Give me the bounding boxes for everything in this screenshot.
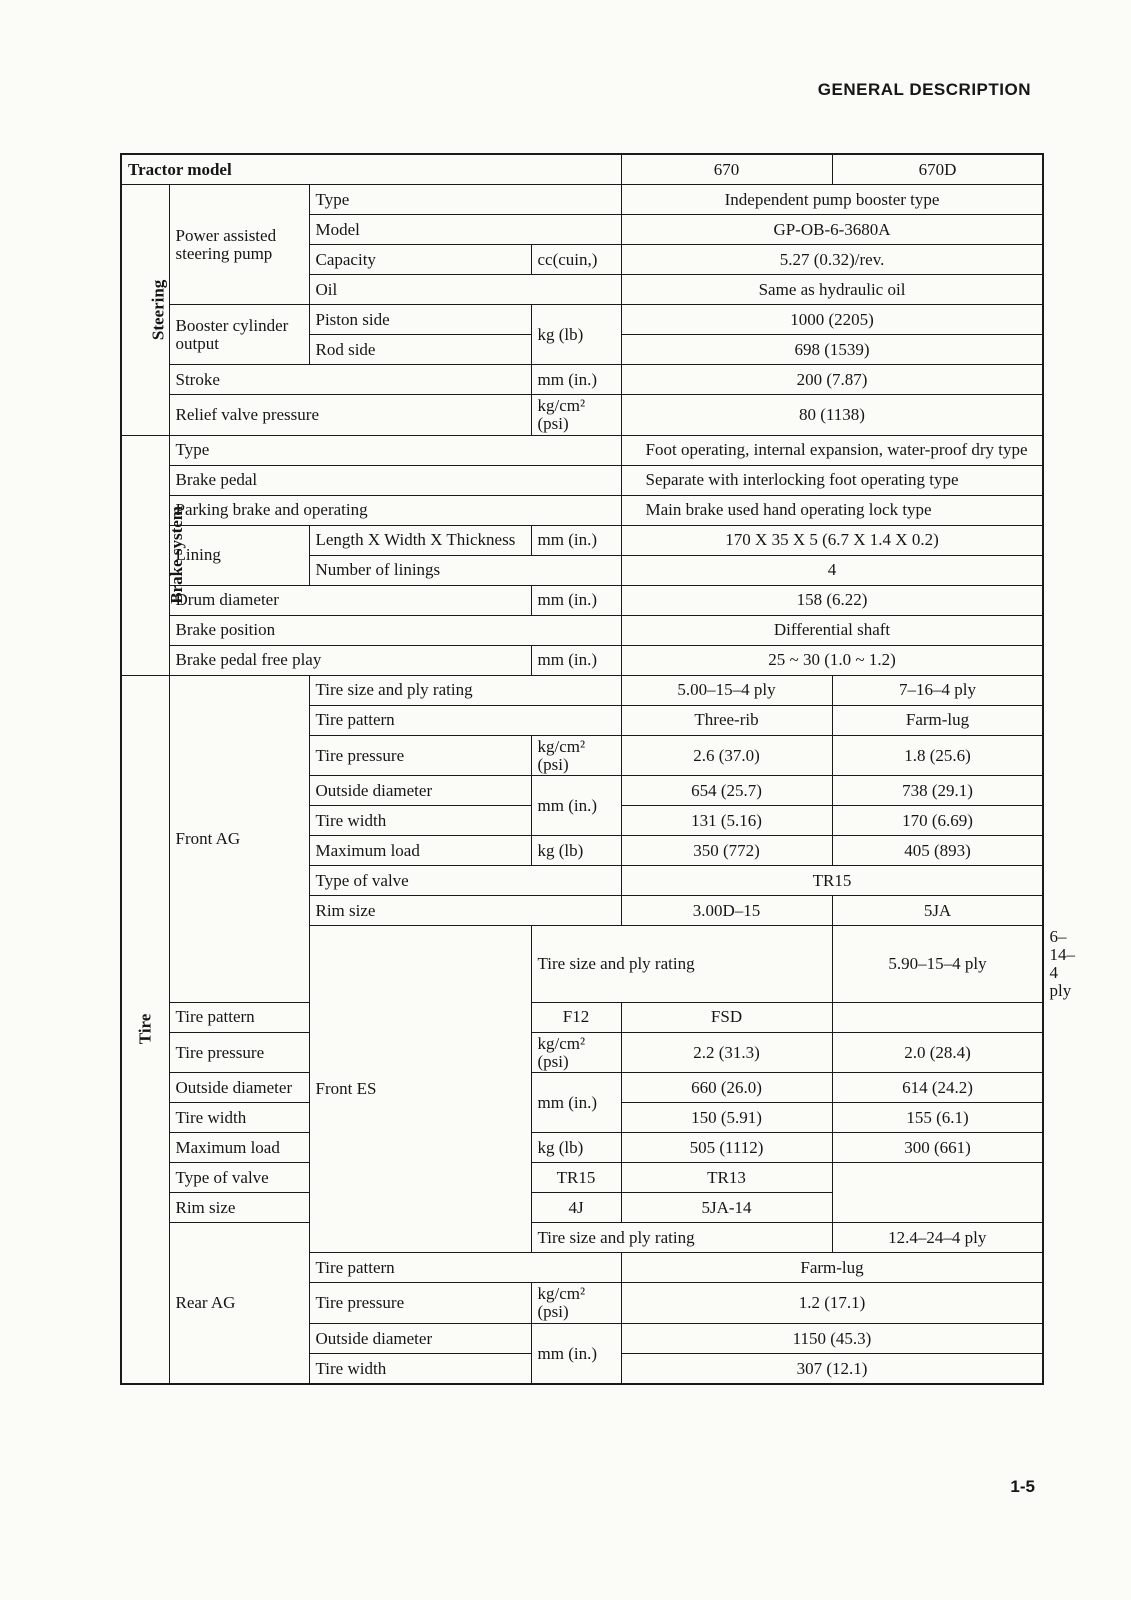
rear-ag-size: 12.4–24–4 ply <box>832 1223 1043 1253</box>
front-es-load-670: 505 (1112) <box>621 1133 832 1163</box>
parking-value: Main brake used hand operating lock type <box>621 495 1043 525</box>
front-ag-outside-670d: 738 (29.1) <box>832 776 1043 806</box>
dimension-unit: mm (in.) <box>531 776 621 836</box>
front-es-label: Front ES <box>309 926 531 1253</box>
capacity-value: 5.27 (0.32)/rev. <box>621 245 1043 275</box>
table-row <box>121 645 1043 675</box>
table-row: Front ES Tire size and ply rating 5.90–15–4 ply 6–14–4 ply <box>121 926 1043 1002</box>
valve-label: Type of valve <box>169 1163 531 1193</box>
model-670d: 670D <box>832 154 1043 185</box>
front-es-outside-670d: 614 (24.2) <box>832 1073 1043 1103</box>
tire-size-label: Tire size and ply rating <box>309 675 621 705</box>
table-row <box>121 305 1043 335</box>
table-row <box>121 185 1043 215</box>
tire-pattern-label: Tire pattern <box>169 1002 531 1032</box>
dimension-unit: mm (in.) <box>531 1324 621 1385</box>
table-row <box>121 525 1043 555</box>
tire-size-label: Tire size and ply rating <box>531 926 832 1002</box>
front-ag-rim-670: 3.00D–15 <box>621 896 832 926</box>
front-ag-size-670: 5.00–15–4 ply <box>621 675 832 705</box>
front-ag-pressure-670: 2.6 (37.0) <box>621 735 832 776</box>
piston-value: 1000 (2205) <box>621 305 1043 335</box>
front-es-outside-670: 660 (26.0) <box>621 1073 832 1103</box>
rod-value: 698 (1539) <box>621 335 1043 365</box>
front-ag-valve: TR15 <box>621 866 1043 896</box>
max-load-label: Maximum load <box>309 836 531 866</box>
lwt-label: Length X Width X Thickness <box>309 525 531 555</box>
stroke-label: Stroke <box>169 365 531 395</box>
rear-ag-width: 307 (12.1) <box>621 1354 1043 1385</box>
front-ag-label: Front AG <box>169 675 309 1002</box>
front-es-rim-670d: 5JA-14 <box>621 1193 832 1223</box>
table-row <box>121 435 1043 465</box>
tire-pattern-label: Tire pattern <box>309 1253 621 1283</box>
table-header-row <box>121 154 1043 185</box>
brake-position-value: Differential shaft <box>621 615 1043 645</box>
pump-label: Power assisted steering pump <box>169 185 309 305</box>
load-unit: kg (lb) <box>531 836 621 866</box>
table-row <box>121 1133 1043 1163</box>
pump-type-label: Type <box>309 185 621 215</box>
booster-label: Booster cylinder output <box>169 305 309 365</box>
front-es-rim-670: 4J <box>531 1193 621 1223</box>
lining-label: Lining <box>169 525 309 585</box>
tire-pressure-label: Tire pressure <box>309 735 531 776</box>
freeplay-label: Brake pedal free play <box>169 645 531 675</box>
outside-diameter-label: Outside diameter <box>169 1073 309 1103</box>
tire-pressure-unit: kg/cm² (psi) <box>531 1283 621 1324</box>
steering-section: Steering <box>121 185 169 436</box>
drum-unit: mm (in.) <box>531 585 621 615</box>
stroke-unit: mm (in.) <box>531 365 621 395</box>
tire-pattern-label: Tire pattern <box>309 705 621 735</box>
table-row <box>121 1223 1043 1253</box>
rim-label: Rim size <box>309 896 621 926</box>
relief-label: Relief valve pressure <box>169 395 531 436</box>
tire-size-label: Tire size and ply rating <box>531 1223 832 1253</box>
tire-pressure-unit: kg/cm² (psi) <box>531 735 621 776</box>
rear-ag-pattern: Farm-lug <box>621 1253 1043 1283</box>
front-ag-pattern-670: Three-rib <box>621 705 832 735</box>
brake-section: Brake system <box>121 435 169 675</box>
outside-diameter-label: Outside diameter <box>309 1324 531 1354</box>
piston-label: Piston side <box>309 305 531 335</box>
lwt-value: 170 X 35 X 5 (6.7 X 1.4 X 0.2) <box>621 525 1043 555</box>
brake-pedal-label: Brake pedal <box>169 465 621 495</box>
table-row <box>121 615 1043 645</box>
front-ag-load-670d: 405 (893) <box>832 836 1043 866</box>
relief-value: 80 (1138) <box>621 395 1043 436</box>
tire-width-label: Tire width <box>169 1103 309 1133</box>
brake-pedal-value: Separate with interlocking foot operating type <box>621 465 1043 495</box>
drum-value: 158 (6.22) <box>621 585 1043 615</box>
page-number: 1-5 <box>1010 1477 1035 1496</box>
dimension-unit: mm (in.) <box>531 1073 621 1133</box>
lwt-unit: mm (in.) <box>531 525 621 555</box>
valve-label: Type of valve <box>309 866 621 896</box>
oil-value: Same as hydraulic oil <box>621 275 1043 305</box>
drum-label: Drum diameter <box>169 585 531 615</box>
front-ag-load-670: 350 (772) <box>621 836 832 866</box>
pump-model-label: Model <box>309 215 621 245</box>
front-ag-pattern-670d: Farm-lug <box>832 705 1043 735</box>
front-es-pattern-670: F12 <box>531 1002 621 1032</box>
table-row <box>121 1193 1043 1223</box>
front-es-load-670d: 300 (661) <box>832 1133 1043 1163</box>
oil-label: Oil <box>309 275 621 305</box>
rear-ag-outside: 1150 (45.3) <box>621 1324 1043 1354</box>
front-ag-pressure-670d: 1.8 (25.6) <box>832 735 1043 776</box>
load-unit: kg (lb) <box>531 1133 621 1163</box>
tractor-model-label: Tractor model <box>121 154 621 185</box>
front-ag-width-670: 131 (5.16) <box>621 806 832 836</box>
rear-ag-label: Rear AG <box>169 1223 309 1384</box>
front-es-size-670: 5.90–15–4 ply <box>832 926 1043 1002</box>
parking-label: Parking brake and operating <box>169 495 621 525</box>
spec-table <box>120 153 1076 1385</box>
table-row <box>121 465 1043 495</box>
tire-pressure-label: Tire pressure <box>309 1283 531 1324</box>
tire-width-label: Tire width <box>309 806 531 836</box>
booster-unit: kg (lb) <box>531 305 621 365</box>
rear-ag-pressure: 1.2 (17.1) <box>621 1283 1043 1324</box>
tire-width-label: Tire width <box>309 1354 531 1385</box>
front-es-pressure-670: 2.2 (31.3) <box>621 1032 832 1073</box>
table-row <box>121 365 1043 395</box>
capacity-label: Capacity <box>309 245 531 275</box>
freeplay-unit: mm (in.) <box>531 645 621 675</box>
table-row <box>121 1073 1043 1103</box>
table-row <box>121 1032 1043 1073</box>
max-load-label: Maximum load <box>169 1133 309 1163</box>
front-es-pressure-670d: 2.0 (28.4) <box>832 1032 1043 1073</box>
table-row <box>121 1163 1043 1193</box>
outside-diameter-label: Outside diameter <box>309 776 531 806</box>
tire-pressure-unit: kg/cm² (psi) <box>531 1032 621 1073</box>
front-es-valve-670d: TR13 <box>621 1163 832 1193</box>
freeplay-value: 25 ~ 30 (1.0 ~ 1.2) <box>621 645 1043 675</box>
front-ag-size-670d: 7–16–4 ply <box>832 675 1043 705</box>
relief-unit: kg/cm² (psi) <box>531 395 621 436</box>
lining-count-value: 4 <box>621 555 1043 585</box>
tire-section: Tire <box>121 675 169 1384</box>
front-es-width-670: 150 (5.91) <box>621 1103 832 1133</box>
front-es-pattern-670d: FSD <box>621 1002 832 1032</box>
table-row <box>121 495 1043 525</box>
tire-pressure-label: Tire pressure <box>169 1032 309 1073</box>
front-es-width-670d: 155 (6.1) <box>832 1103 1043 1133</box>
front-es-valve-670: TR15 <box>531 1163 621 1193</box>
lining-count-label: Number of linings <box>309 555 621 585</box>
brake-type-value: Foot operating, internal expansion, water-proof dry type <box>621 435 1043 465</box>
table-row <box>121 1002 1043 1032</box>
pump-model-value: GP-OB-6-3680A <box>621 215 1043 245</box>
rim-label: Rim size <box>169 1193 531 1223</box>
brake-type-label: Type <box>169 435 621 465</box>
model-670: 670 <box>621 154 832 185</box>
table-row <box>121 675 1043 705</box>
rod-label: Rod side <box>309 335 531 365</box>
stroke-value: 200 (7.87) <box>621 365 1043 395</box>
capacity-unit: cc(cuin,) <box>531 245 621 275</box>
front-ag-width-670d: 170 (6.69) <box>832 806 1043 836</box>
front-ag-rim-670d: 5JA <box>832 896 1043 926</box>
table-row <box>121 395 1043 436</box>
brake-position-label: Brake position <box>169 615 621 645</box>
page-header: GENERAL DESCRIPTION <box>817 80 1031 99</box>
table-row <box>121 585 1043 615</box>
front-ag-outside-670: 654 (25.7) <box>621 776 832 806</box>
pump-type-value: Independent pump booster type <box>621 185 1043 215</box>
